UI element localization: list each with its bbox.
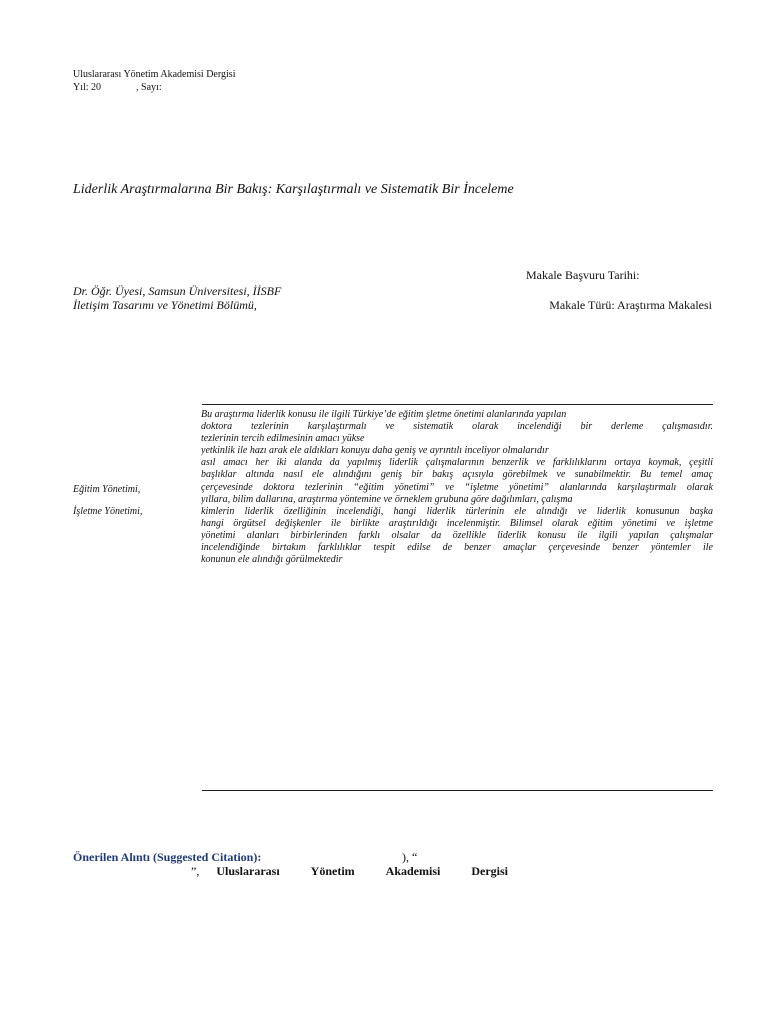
abstract-line: kimlerin liderlik özelliğinin incelendiği, hangi liderlik türlerinin ele alındığı ve liderlik konusunun başka <box>201 505 713 517</box>
journal-name: Uluslararası Yönetim Akademisi Dergisi <box>73 69 236 80</box>
affiliation-line-1: Dr. Öğr. Üyesi, Samsun Üniversitesi, İİSBF <box>73 284 282 298</box>
citation-journal-word: Dergisi <box>471 864 509 878</box>
citation-close-quote: ”, <box>191 864 200 878</box>
citation-journal-line <box>191 864 508 879</box>
abstract-line: yetkinlik ile hazı arak ele aldıkları konuyu daha geniş ve ayrıntılı inceliyor olmalarıdır <box>201 445 549 457</box>
abstract-bottom-rule <box>202 790 713 791</box>
citation-journal-word: Yönetim <box>310 864 355 878</box>
abstract-line: çerçevesinde doktora tezlerinin “eğitim yönetimi” ve “işletme yönetimi” alanlarında karşılaştırmalı olarak <box>201 481 713 493</box>
citation-journal-word: Uluslararası <box>216 864 280 878</box>
abstract-text <box>201 409 713 566</box>
article-type-label: Makale Türü: Araştırma Makalesi <box>549 298 712 312</box>
abstract-line: hangi örgütsel değişkenler ile birlikte araştırıldığı incelenmiştir. Bilimsel olarak eğitim yönetimi ve işletme <box>201 517 713 529</box>
keyword-item: İşletme Yönetimi, <box>73 506 143 517</box>
abstract-line: başlıklar altında nasıl ele alındığını geniş bir bakış açısıyla görebilmek ve sunabilmektir. Bu temel amaç <box>201 469 713 481</box>
abstract-line: yıllara, bilim dallarına, araştırma yöntemine ve örneklem grubuna göre dağılımları, çalışma <box>201 493 573 505</box>
journal-issue-line: Yıl: 20 , Sayı: <box>73 82 162 93</box>
affiliation-line-2: İletişim Tasarımı ve Yönetimi Bölümü, <box>73 298 257 312</box>
article-title: Liderlik Araştırmalarına Bir Bakış: Karşılaştırmalı ve Sistematik Bir İnceleme <box>73 182 514 197</box>
keyword-item: Eğitim Yönetimi, <box>73 484 141 495</box>
abstract-line: yönetimi alanları birbirlerinden farklı olsalar da özellikle liderlik konusu ile ilgili yapılan çalışmalar <box>201 529 713 541</box>
citation-open-quote: ), “ <box>402 850 418 864</box>
abstract-line: doktora tezlerinin karşılaştırmalı ve sistematik olarak incelendiği bir derleme çalışmasıdır. <box>201 421 713 433</box>
abstract-line: incelendiğinde birtakım farklılıklar tespit edilse de benzer amaçlar çerçevesinde benzer yöntemler ile <box>201 542 713 554</box>
abstract-line: tezlerinin tercih edilmesinin amacı yükse <box>201 433 365 445</box>
keywords-list <box>73 484 142 528</box>
journal-header <box>73 68 235 94</box>
citation-journal-word: Akademisi <box>385 864 441 878</box>
abstract-line: konunun ele alındığı görülmektedir <box>201 554 343 566</box>
abstract-line: Bu araştırma liderlik konusu ile ilgili Türkiye’de eğitim şletme önetimi alanlarında yapılan <box>201 409 567 420</box>
abstract-top-rule <box>202 404 713 405</box>
author-affiliation <box>73 284 281 312</box>
suggested-citation-label: Önerilen Alıntı (Suggested Citation): <box>73 850 262 864</box>
abstract-line: asıl amacı her iki alanda da yapılmış liderlik çalışmalarının benzerlik ve farklılıklarını ortaya koymak, çeşitli <box>201 457 713 469</box>
submission-date-label: Makale Başvuru Tarihi: <box>526 268 640 282</box>
